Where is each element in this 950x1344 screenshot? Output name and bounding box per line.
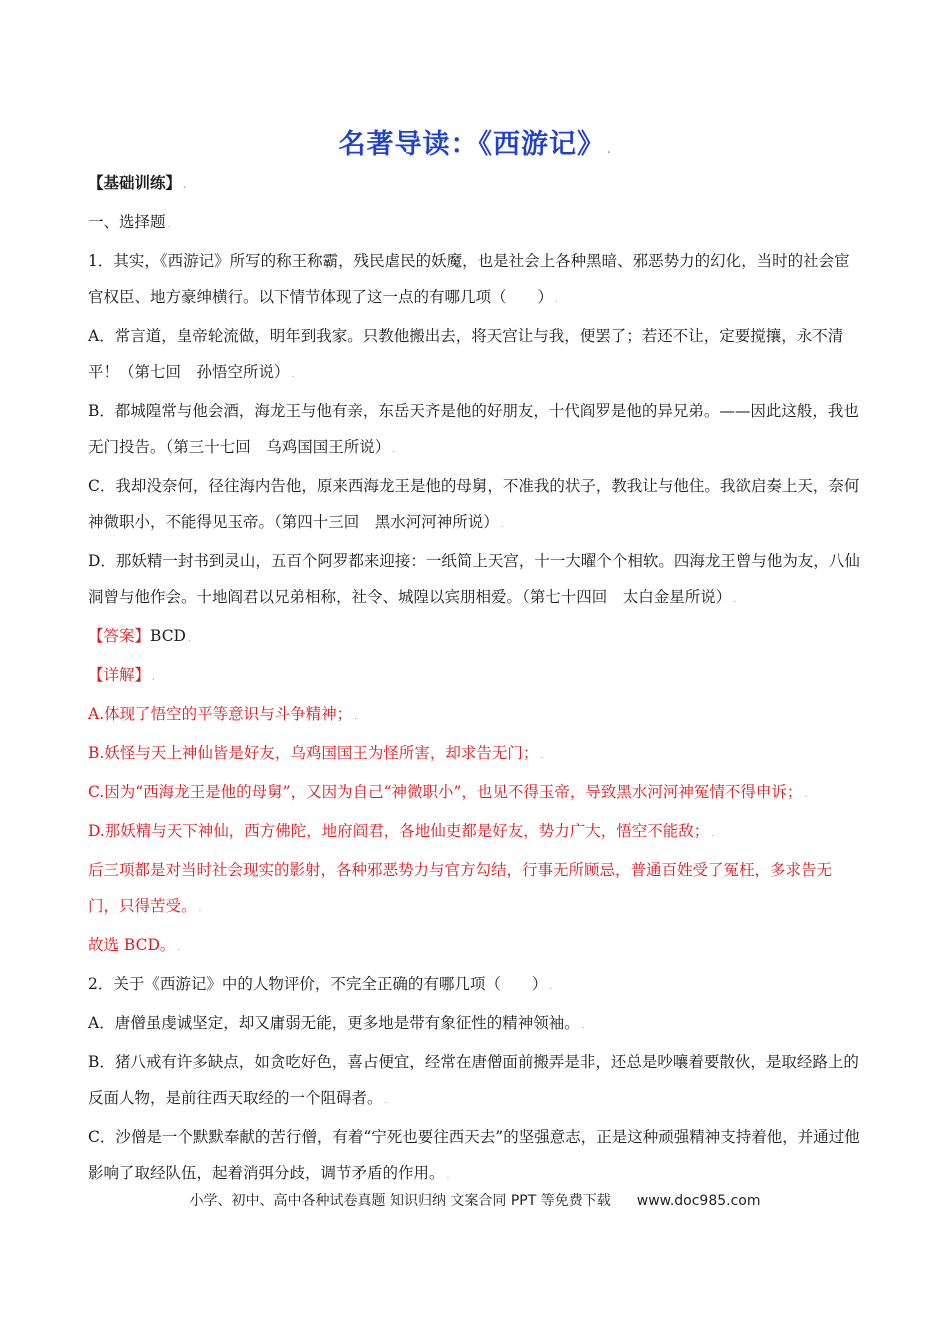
question-1-option-b: B．都城隍常与他会酒，海龙王与他有亲，东岳天齐是他的好朋友，十代阎罗是他的异兄弟。——因此这般，我也无门投告。（第三十七回 乌鸡国国王所说） . [88,402,859,456]
title-text: 名著导读：《西游记》 [338,129,606,160]
part-heading: 一、选择题 . [88,213,171,231]
page-footer [0,1190,950,1210]
document-title [0,122,950,161]
explanation-summary: 后三项都是对当时社会现实的影射，各种邪恶势力与官方勾结，行事无所顾忌，普通百姓受了冤枉，多求告无门，只得苦受。 . [88,861,833,915]
footer-text: 小学、初中、高中各种试卷真题 知识归纳 文案合同 PPT 等免费下载 [189,1193,611,1209]
question-1-option-c: C．我却没奈何，径往海内告他，原来西海龙王是他的母舅，不准我的状子，教我让与他住。我欲启奏上天，奈何神微职小，不能得见玉帝。（第四十三回 黑水河河神所说） . [88,477,860,531]
paragraph-mark: . [607,146,612,156]
answer-value: BCD [150,627,186,645]
question-2-option-c: C．沙僧是一个默默奉献的苦行僧，有着“宁死也要往西天去”的坚强意志，正是这种顽强精神支持着他，并通过他影响了取经队伍，起着消弭分歧，调节矛盾的作用。 . [88,1128,860,1182]
explanation-conclusion: 故选 BCD。 . [88,936,181,954]
answer-line: 【答案】BCD . [88,627,191,645]
explanation-c: C.因为“西海龙王是他的母舅”，又因为自己“神微职小”，也见不得玉帝，导致黑水河河神冤情不得申诉； . [88,783,808,801]
document-body [88,165,860,1194]
explanation-a: A.体现了悟空的平等意识与斗争精神； . [88,705,357,723]
explanation-d: D.那妖精与天下神仙，西方佛陀，地府阎君，各地仙吏都是好友，势力广大，悟空不能敌； . [88,822,715,840]
answer-label: 【答案】 [88,627,151,645]
question-1-option-d: D．那妖精一封书到灵山，五百个阿罗都来迎接：一纸简上天宫，十一大曜个个相软。四海龙王曾与他为友，八仙洞曾与他作会。十地阎君以兄弟相称，社令、城隍以宾朋相爱。（第七十四回 太白金星所说） . [88,552,860,606]
question-2-stem: 2．关于《西游记》中的人物评价，不完全正确的有哪几项（ ） . [88,975,553,993]
question-1-option-a: A．常言道，皇帝轮流做，明年到我家。只教他搬出去，将天宫让与我，便罢了；若还不让，定要搅攘，永不清平！（第七回 孙悟空所说） . [88,327,844,381]
question-2-option-b: B．猪八戒有许多缺点，如贪吃好色，喜占便宜，经常在唐僧面前搬弄是非，还总是吵嚷着要散伙，是取经路上的反面人物，是前往西天取经的一个阻碍者。 . [88,1053,859,1107]
detail-label: 【详解】 . [88,666,155,684]
footer-url: www.doc985.com [636,1193,761,1209]
section-heading: 【基础训练】 . [88,173,187,192]
question-1-stem: 1．其实，《西游记》所写的称王称霸，残民虐民的妖魔，也是社会上各种黑暗、邪恶势力的幻化，当时的社会宦官权臣、地方豪绅横行。以下情节体现了这一点的有哪几项（ ） . [88,252,850,306]
explanation-b: B.妖怪与天上神仙皆是好友，乌鸡国国王为怪所害，却求告无门； . [88,744,544,762]
question-2-option-a: A．唐僧虽虔诚坚定，却又庸弱无能，更多地是带有象征性的精神领袖。 . [88,1014,585,1032]
